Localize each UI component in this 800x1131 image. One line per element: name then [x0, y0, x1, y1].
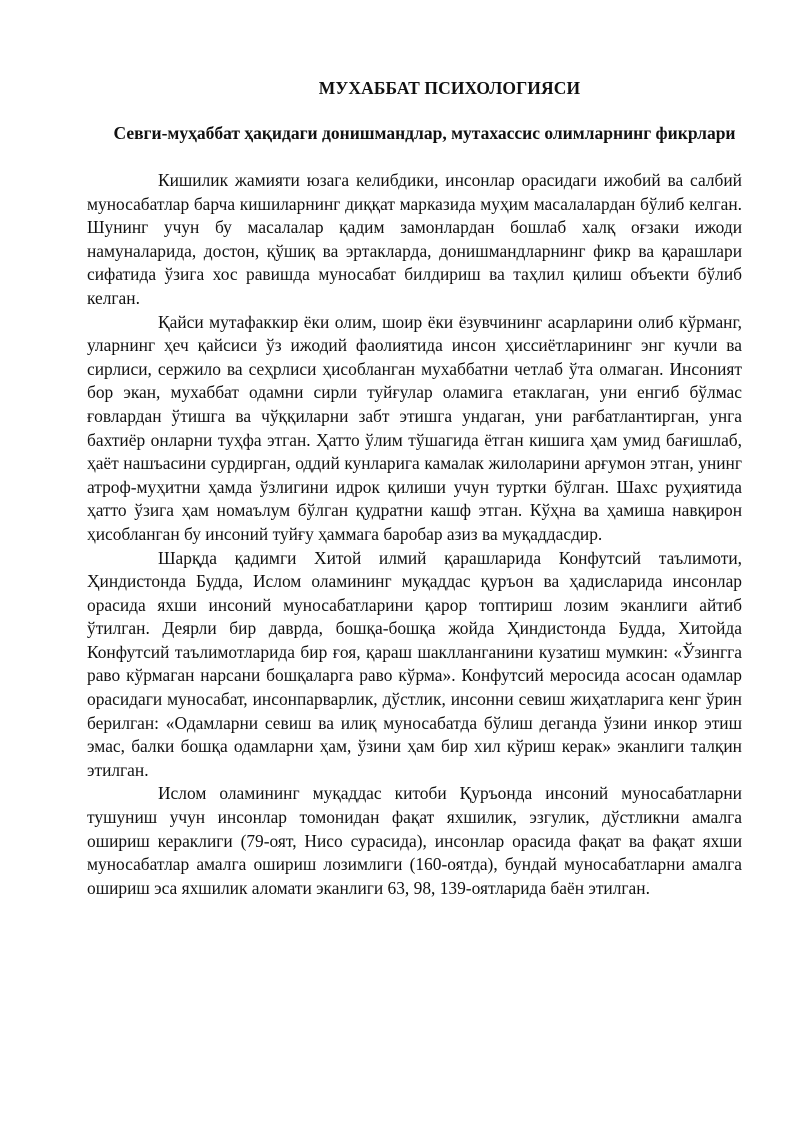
document-body [87, 169, 742, 900]
document-subtitle: Севги-муҳаббат ҳақидаги донишмандлар, мутахассис олимларнинг фикрлари [113, 123, 736, 143]
paragraph: Шарқда қадимги Хитой илмий қарашларида Конфутсий таълимоти, Ҳиндистонда Будда, Ислом оламининг муқаддас қуръон ва ҳадисларида инсонлар орасида яхши инсоний муносабатларини қарор топтириш лозим эканлиги айтиб ўтилган. Деярли бир даврда, бошқа-бошқа жойда Ҳиндистонда Будда, Хитойда Конфутсий таълимотларида бир ғоя, қараш шаклланганини кузатиш мумкин: «Ўзингга раво кўрмаган нарсани бошқаларга раво кўрма». Конфутсий меросида асосан одамлар орасидаги муносабат, инсонпарварлик, дўстлик, инсонни севиш жиҳатларига кенг ўрин берилган: «Одамларни севиш ва илиқ муносабатда бўлиш деганда ўзини инкор этиш эмас, балки бошқа одамларни ҳам, ўзини ҳам бир хил кўриш керак» эканлиги талқин этилган. [87, 547, 742, 780]
document-title: МУХАББАТ ПСИХОЛОГИЯСИ [318, 78, 581, 98]
paragraph: Кишилик жамияти юзага келибдики, инсонлар орасидаги ижобий ва салбий муносабатлар барча кишиларнинг диққат марказида муҳим масалалардан бўлиб келган. Шунинг учун бу масалалар қадим замонлардан бошлаб халқ оғзаки ижоди намуналарида, достон, қўшиқ ва эртакларда, донишмандларнинг фикр ва қарашлари сифатида ўзига хос равишда муносабат билдириш ва таҳлил қилиш объекти бўлиб келган. [87, 170, 742, 308]
paragraph: Ислом оламининг муқаддас китоби Қуръонда инсоний муносабатларни тушуниш учун инсонлар томонидан фақат яхшилик, эзгулик, дўстликни амалга ошириш кераклиги (79-оят, Нисо сурасида), инсонлар орасида фақат ва фақат яхши муносабатлар амалга ошириш лозимлиги (160-оятда), бундай муносабатларни амалга ошириш эса яхшилик аломати эканлиги 63, 98, 139-оятларида баён этилган. [87, 783, 742, 898]
paragraph: Қайси мутафаккир ёки олим, шоир ёки ёзувчининг асарларини олиб кўрманг, уларнинг ҳеч қайсиси ўз ижодий фаолиятида инсон ҳиссиётларининг энг кучли ва сирлиси, сержило ва сеҳрлиси ҳисобланган мухаббатни четлаб ўта олмаган. Инсоният бор экан, мухаббат одамни сирли туйғулар оламига етаклаган, уни енгиб бўлмас ғовлардан ўтишга ва чўққиларни забт этишга ундаган, уни рағбатлантирган, унга бахтиёр онларни туҳфа этган. Ҳатто ўлим тўшагида ётган кишига ҳам умид бағишлаб, ҳаёт нашъасини сурдирган, оддий кунларига камалак жилоларини арғумон этган, унинг атроф-муҳитни ҳамда ўзлигини идрок қилиши учун туртки бўлган. Шахс руҳиятида ҳатто ўзига ҳам номаълум бўлган қудратни кашф этган. Кўҳна ва ҳамиша навқирон ҳисобланган бу инсоний туйғу ҳаммага баробар азиз ва муқаддасдир. [87, 311, 742, 544]
